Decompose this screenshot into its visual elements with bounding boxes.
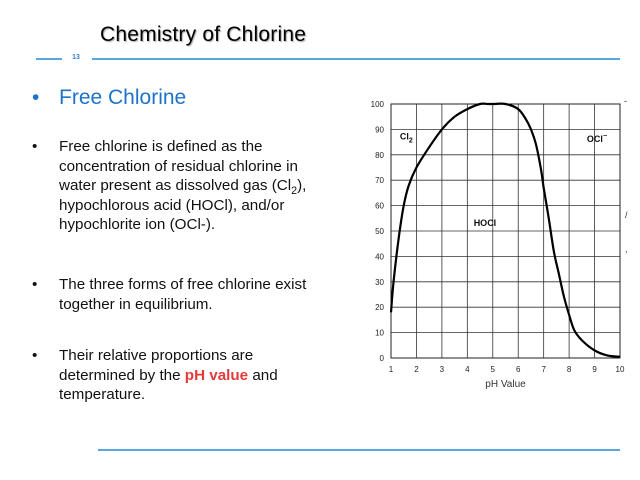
text-run: concentration of residual chlorine in (59, 157, 298, 175)
annotation-label (400, 132, 413, 145)
x-tick-label: 9 (592, 365, 597, 374)
text-run: hypochlorous acid (HOCl), and/or (59, 196, 285, 214)
annotation-text: HOCl (473, 217, 497, 228)
bullet-line (59, 366, 352, 386)
text-run: water present as dissolved gas (Cl (59, 177, 292, 194)
bullet-marker: • (32, 138, 38, 155)
y-tick-label: 100 (370, 100, 384, 109)
series-line-0 (391, 104, 620, 357)
slide-number: 13 (72, 54, 80, 61)
annotation-label (587, 133, 607, 144)
chart-series (391, 104, 620, 357)
edge-mark-3: , (625, 244, 628, 254)
text-run: hypochlorite ion (OCl-). (59, 216, 216, 233)
edge-mark-1: - (624, 96, 627, 106)
y-tick-label: 50 (375, 227, 384, 236)
bullet-line (59, 137, 352, 157)
annotation-text: Cl (399, 131, 409, 142)
y-tick-label: 30 (375, 277, 384, 287)
x-tick-label: 8 (566, 365, 572, 374)
slide-title: Chemistry of Chlorine (100, 23, 307, 46)
bullet-line (59, 196, 352, 216)
y-tick-label: 40 (375, 252, 384, 262)
text-run: temperature. (59, 386, 146, 403)
bullet-proportions (32, 346, 352, 405)
bullet-body (59, 137, 352, 235)
text-run: determined by the (59, 366, 185, 384)
x-tick-label: 5 (490, 365, 496, 374)
text-run: ), (297, 177, 307, 194)
x-tick-label: 6 (515, 365, 521, 374)
annotation-subscript: 2 (408, 137, 413, 145)
heading-text: Free Chlorine (59, 86, 187, 109)
section-heading (32, 86, 186, 110)
x-tick-label: 10 (615, 365, 625, 374)
bullet-marker: • (32, 276, 38, 293)
bullet-line (59, 176, 352, 196)
header-rule-left (36, 58, 62, 60)
y-tick-label: 0 (379, 354, 384, 363)
edge-mark-2: / (625, 210, 628, 220)
highlighted-term: pH value (184, 366, 249, 384)
annotation-superscript: − (602, 133, 608, 141)
y-tick-label: 60 (375, 201, 384, 211)
header-rule-right (92, 58, 620, 60)
y-tick-label: 70 (375, 176, 384, 186)
x-axis-label: pH Value (485, 379, 526, 390)
chart-grid (391, 104, 620, 358)
y-tick-label: 80 (375, 150, 384, 160)
bullet-line (59, 385, 352, 405)
annotation-text: OCl (586, 134, 603, 145)
bullet-line (59, 295, 352, 315)
bullet-marker: • (32, 347, 38, 364)
x-tick-label: 4 (465, 365, 470, 374)
text-run: and (248, 366, 278, 384)
footer-rule (98, 449, 620, 451)
heading-bullet: • (32, 86, 40, 109)
bullet-line (59, 215, 352, 235)
text-run: Their relative proportions are (59, 347, 254, 364)
y-tick-label: 20 (375, 303, 384, 313)
bullet-body (59, 346, 352, 405)
x-tick-label: 7 (541, 365, 546, 374)
bullet-free-chlorine-definition (32, 137, 352, 235)
subscript: 2 (291, 185, 298, 198)
y-tick-label: 90 (375, 125, 384, 135)
annotation-label (474, 218, 497, 228)
x-tick-label: 1 (388, 365, 394, 374)
bullet-body (59, 275, 352, 314)
bullet-line (59, 346, 352, 366)
y-tick-label: 10 (375, 328, 384, 338)
bullet-equilibrium (32, 275, 352, 314)
chlorine-species-chart (360, 92, 635, 397)
text-run: The three forms of free chlorine exist (59, 276, 307, 293)
text-run: together in equilibrium. (59, 295, 213, 313)
bullet-line (59, 275, 352, 295)
x-tick-label: 2 (414, 365, 419, 374)
x-tick-label: 3 (439, 365, 445, 374)
bullet-line (59, 157, 352, 177)
text-run: Free chlorine is defined as the (59, 138, 263, 155)
